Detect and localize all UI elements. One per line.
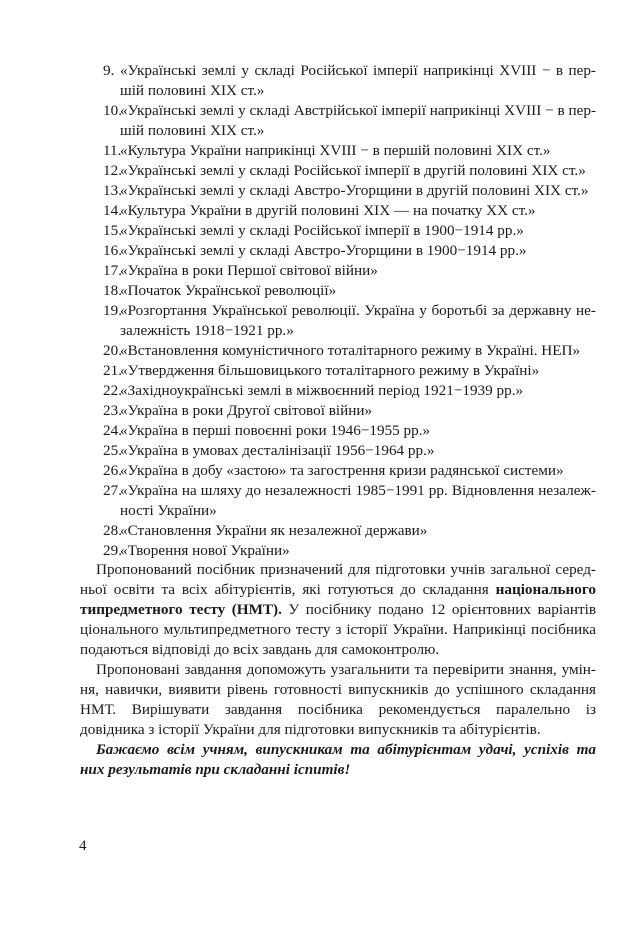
- list-item-number: 14.: [103, 202, 122, 219]
- list-item-text: залежність 1918−1921 рр.»: [120, 322, 294, 339]
- list-item-number: 16.: [103, 242, 122, 259]
- paragraph-line: [80, 680, 596, 700]
- list-item: [103, 101, 596, 141]
- paragraph-line: [80, 740, 596, 760]
- list-item-number: 17.: [103, 262, 122, 279]
- list-item-number: 9.: [103, 62, 115, 79]
- list-item: [103, 301, 596, 341]
- list-item: [103, 461, 596, 481]
- list-item-text: «Українські землі у складі Австро-Угорщини в другій половині XIX ст.»: [120, 182, 589, 199]
- list-item-text: «Україна в перші повоєнні роки 1946−1955 рр.»: [120, 422, 431, 439]
- list-item-number: 15.: [103, 222, 122, 239]
- list-item-number: 23.: [103, 402, 122, 419]
- list-item: [103, 181, 596, 201]
- text-run: ня, навички, виявити рівень готовності випускників до успішного складання: [80, 681, 596, 698]
- list-item-number: 10.: [103, 102, 122, 119]
- list-item: [103, 361, 596, 381]
- text-run: Пропоновані завдання допоможуть узагальнити та перевірити знання, умін-: [96, 661, 596, 678]
- bold-text: типредметного тесту (НМТ).: [80, 601, 282, 618]
- paragraph-line: [80, 600, 596, 620]
- list-item-text: «Західноукраїнські землі в міжвоєнний період 1921−1939 рр.»: [120, 382, 524, 399]
- list-item-text: «Україна в роки Другої світової війни»: [120, 402, 373, 419]
- list-item: [103, 421, 596, 441]
- list-item: [103, 281, 596, 301]
- list-item-number: 27.: [103, 482, 122, 499]
- list-item-text: «Українські землі у складі Російської імперії в 1900−1914 рр.»: [120, 222, 524, 239]
- topic-list: [103, 61, 596, 561]
- list-item: [103, 221, 596, 241]
- list-item-text: шій половині XIX ст.»: [120, 82, 265, 99]
- list-item-text: «Україна на шляху до незалежності 1985−1991 рр. Відновлення незалеж-: [120, 482, 596, 499]
- list-item-text: «Українські землі у складі Австро-Угорщини в 1900−1914 рр.»: [120, 242, 527, 259]
- list-item-number: 21.: [103, 362, 122, 379]
- list-item: [103, 241, 596, 261]
- list-item: [103, 441, 596, 461]
- list-item-text: «Україна в умовах десталінізації 1956−1964 рр.»: [120, 442, 435, 459]
- list-item-number: 26.: [103, 462, 122, 479]
- paragraph: [80, 560, 596, 660]
- paragraph-line: [80, 720, 596, 740]
- list-item-text: «Українські землі у складі Російської імперії в другій половині XIX ст.»: [120, 162, 586, 179]
- list-item: [103, 141, 596, 161]
- list-item-number: 20.: [103, 342, 122, 359]
- list-item-text: «Українські землі у складі Австрійської імперії наприкінці XVIII − в пер-: [120, 102, 596, 119]
- list-item-text: «Україна в добу «застою» та загострення кризи радянської системи»: [120, 462, 564, 479]
- list-item-number: 22.: [103, 382, 122, 399]
- list-item: [103, 381, 596, 401]
- list-item-text: ності України»: [120, 502, 217, 519]
- list-item-number: 24.: [103, 422, 122, 439]
- text-run: них результатів при складанні іспитів!: [80, 761, 351, 778]
- paragraph: [80, 660, 596, 740]
- list-item-text: «Становлення України як незалежної держави»: [120, 522, 428, 539]
- list-item: [103, 61, 596, 101]
- paragraph-line: [80, 700, 596, 720]
- list-item-text: «Культура України наприкінці XVIII − в першій половині XIX ст.»: [120, 142, 551, 159]
- list-item-number: 18.: [103, 282, 122, 299]
- list-item-text: «Утвердження більшовицького тоталітарного режиму в Україні»: [120, 362, 540, 379]
- list-item-text: «Розгортання Української революції. Україна у боротьбі за державну не-: [120, 302, 596, 319]
- list-item-number: 29.: [103, 542, 122, 559]
- list-item-number: 12.: [103, 162, 122, 179]
- list-item-number: 25.: [103, 442, 122, 459]
- list-item: [103, 401, 596, 421]
- list-item-number: 28.: [103, 522, 122, 539]
- list-item: [103, 161, 596, 181]
- text-run: Пропонований посібник призначений для підготовки учнів загальної серед-: [96, 561, 596, 578]
- paragraph-line: [80, 620, 596, 640]
- list-item-text: «Культура України в другій половині XIX — на початку XX ст.»: [120, 202, 536, 219]
- text-run: довідника з історії України для підготовки випускників та абітурієнтів.: [80, 721, 541, 738]
- text-run: НМТ. Вирішувати завдання посібника рекомендується паралельно із: [80, 701, 596, 718]
- list-item-text: «Творення нової України»: [120, 542, 290, 559]
- intro-text: [80, 560, 596, 780]
- paragraph-line: [80, 560, 596, 580]
- list-item-number: 13.: [103, 182, 122, 199]
- page-number: 4: [79, 838, 87, 854]
- list-item-text: «Початок Української революції»: [120, 282, 337, 299]
- paragraph-line: [80, 640, 596, 660]
- list-item-number: 11.: [103, 142, 122, 159]
- list-item-text: «Встановлення комуністичного тоталітарного режиму в Україні. НЕП»: [120, 342, 581, 359]
- text-run: ньої освіти та всіх абітурієнтів, які готуються до складання: [80, 581, 496, 598]
- list-item: [103, 521, 596, 541]
- bold-text: національного: [495, 581, 596, 598]
- list-item: [103, 201, 596, 221]
- text-run: У посібнику подано 12 орієнтовних варіантів: [288, 601, 596, 618]
- list-item: [103, 541, 596, 561]
- list-item: [103, 481, 596, 521]
- paragraph: [80, 740, 596, 780]
- list-item-text: шій половині XIX ст.»: [120, 122, 265, 139]
- text-run: подаються відповіді до всіх завдань для самоконтролю.: [80, 641, 440, 658]
- paragraph-line: [80, 760, 596, 780]
- list-item-number: 19.: [103, 302, 122, 319]
- list-item-text: «Українські землі у складі Російської імперії наприкінці XVIII − в пер-: [120, 62, 596, 79]
- paragraph-line: [80, 660, 596, 680]
- paragraph-line: [80, 580, 596, 600]
- text-run: ціонального мультипредметного тесту з історії України. Наприкінці посібника: [80, 621, 596, 638]
- list-item: [103, 341, 596, 361]
- list-item-text: «Україна в роки Першої світової війни»: [120, 262, 378, 279]
- list-item: [103, 261, 596, 281]
- text-run: Бажаємо всім учням, випускникам та абітурієнтам удачі, успіхів та: [96, 741, 596, 758]
